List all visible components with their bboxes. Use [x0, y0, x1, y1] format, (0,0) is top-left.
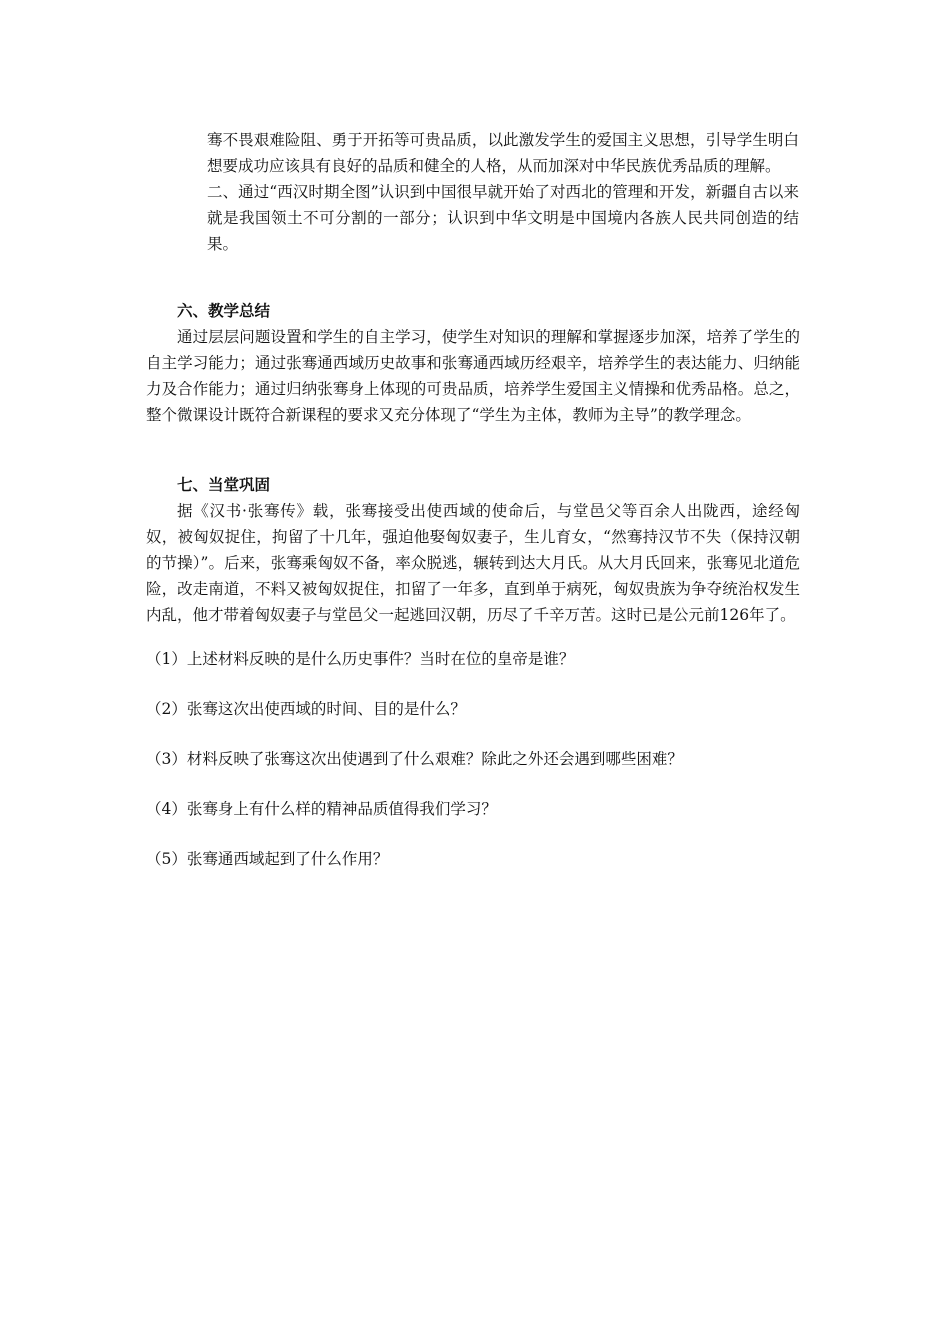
question-item: （1）上述材料反映的是什么历史事件？当时在位的皇帝是谁？	[146, 650, 575, 668]
section-body: 通过层层问题设置和学生的自主学习，使学生对知识的理解和掌握逐步加深，培养了学生的自主学习能力；通过张骞通西域历史故事和张骞通西域历经艰辛，培养学生的表达能力、归纳能力及合作能力；通过归纳张骞身上体现的可贵品质，培养学生爱国主义情操和优秀品格。总之，整个微课设计既符合新课程的要求又充分体现了“学生为主体，教师为主导”的教学理念。	[146, 328, 800, 424]
question-item: （3）材料反映了张骞这次出使遇到了什么艰难？除此之外还会遇到哪些困难？	[146, 750, 683, 768]
objective-paragraph-1: 骞不畏艰难险阻、勇于开拓等可贵品质，以此激发学生的爱国主义思想，引导学生明白想要成功应该具有良好的品质和健全的人格，从而加深对中华民族优秀品质的理解。	[207, 131, 799, 175]
question-item: （5）张骞通西域起到了什么作用？	[146, 850, 389, 868]
objective-paragraph-2: 二、通过“西汉时期全图”认识到中国很早就开始了对西北的管理和开发，新疆自古以来就是我国领土不可分割的一部分；认识到中华文明是中国境内各族人民共同创造的结果。	[207, 183, 799, 253]
section-body: 据《汉书·张骞传》载，张骞接受出使西域的使命后，与堂邑父等百余人出陇西，途经匈奴，被匈奴捉住，拘留了十几年，强迫他娶匈奴妻子，生儿育女，“然骞持汉节不失（保持汉朝的节操）”。后来，张骞乘匈奴不备，率众脱逃，辗转到达大月氏。从大月氏回来，张骞见北道危险，改走南道，不料又被匈奴捉住，扣留了一年多，直到单于病死，匈奴贵族为争夺统治权发生内乱，他才带着匈奴妻子与堂邑父一起逃回汉朝，历尽了千辛万苦。这时已是公元前126年了。	[146, 502, 800, 624]
question-item: （2）张骞这次出使西域的时间、目的是什么？	[146, 700, 466, 718]
continued-objectives	[207, 127, 799, 257]
question-list	[146, 646, 800, 896]
section-heading: 六、教学总结	[177, 302, 271, 320]
section-heading: 七、当堂巩固	[177, 476, 271, 494]
section-classroom-consolidation	[146, 472, 800, 628]
question-item: （4）张骞身上有什么样的精神品质值得我们学习？	[146, 800, 497, 818]
section-teaching-summary	[146, 298, 800, 428]
